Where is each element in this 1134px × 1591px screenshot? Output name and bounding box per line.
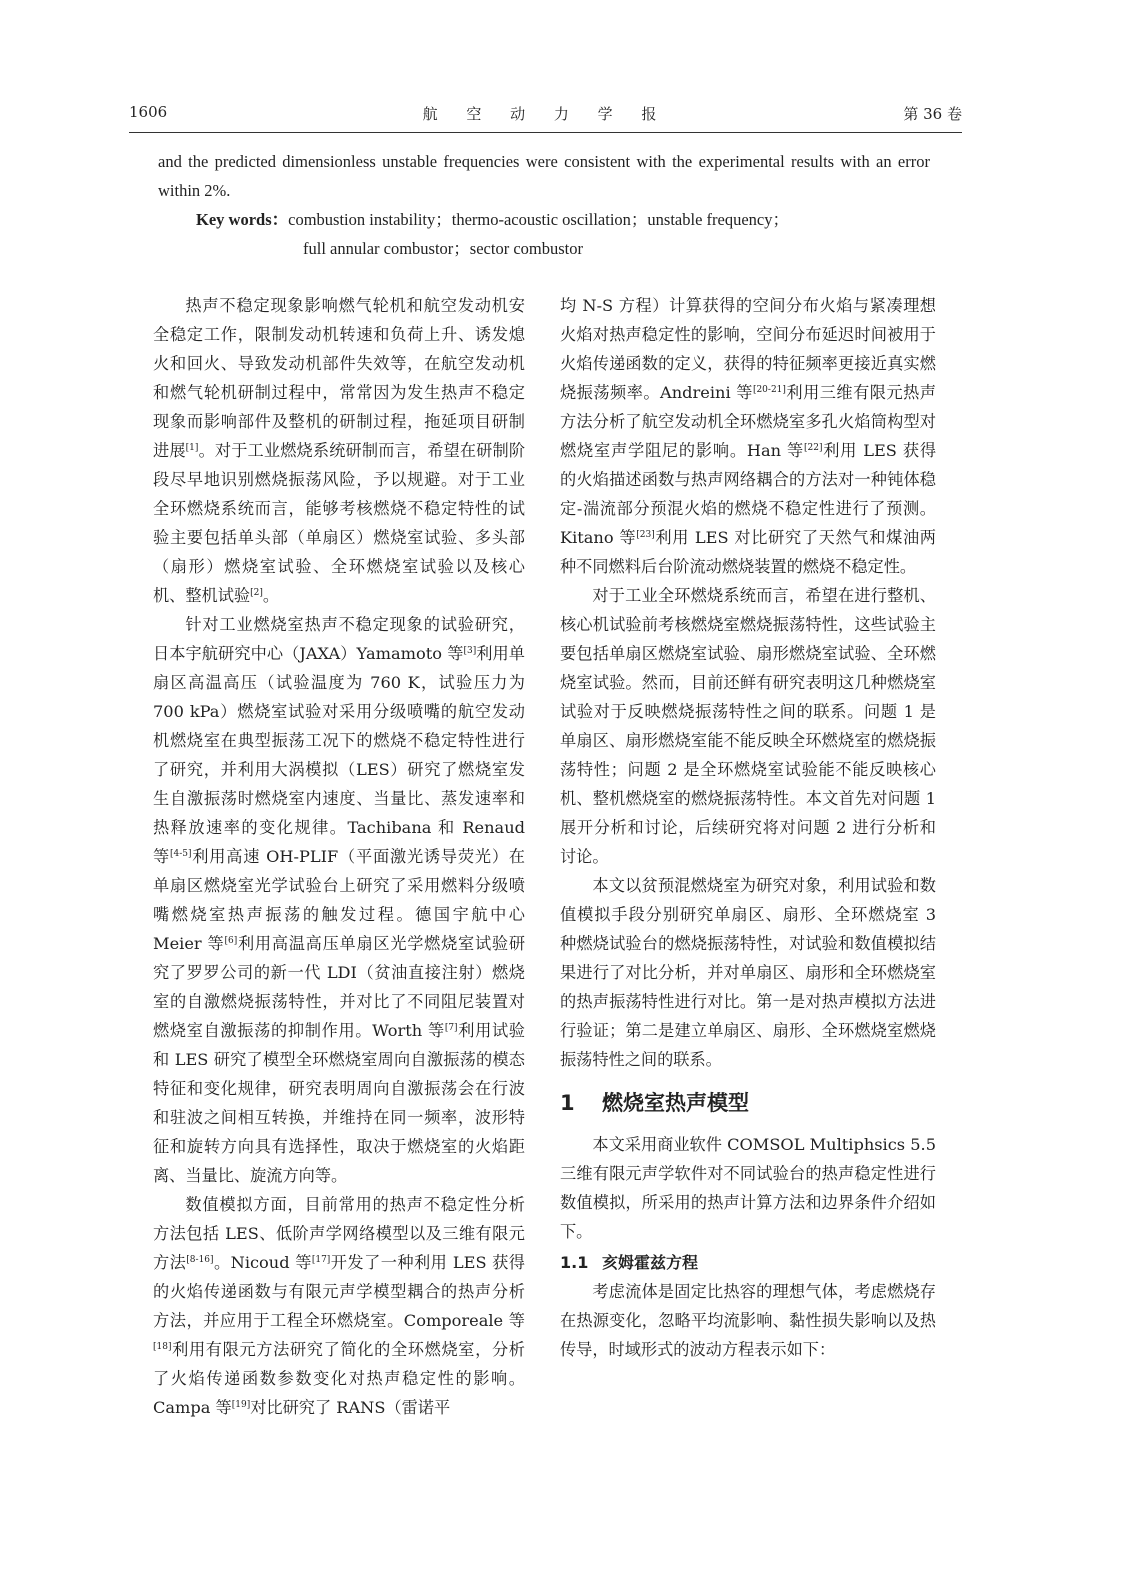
page-number: 1606 bbox=[129, 103, 168, 121]
subsection-title: 亥姆霍兹方程 bbox=[602, 1253, 699, 1272]
citation: [8-16] bbox=[186, 1255, 214, 1265]
citation: [7] bbox=[444, 1023, 458, 1033]
paragraph: 数值模拟方面，目前常用的热声不稳定性分析方法包括 LES、低阶声学网络模型以及三维有限元方法[8-16]。Nicoud 等[17]开发了一种利用 LES 获得的火焰传递函数与有限元声学模型耦合的热声分析方法，并应用于工程全环燃烧室。Comporeale 等[18]利用有限元方法研究了简化的全环燃烧室，分析了火焰传递函数参数变化对热声稳定性的影响。Campa 等[19]对比研究了 RANS（雷诺平 bbox=[153, 1195, 525, 1417]
citation: [4-5] bbox=[169, 849, 192, 859]
citation: [20-21] bbox=[752, 385, 786, 395]
citation: [17] bbox=[311, 1255, 331, 1265]
citation: [1] bbox=[185, 443, 199, 453]
paragraph: 均 N-S 方程）计算获得的空间分布火焰与紧凑理想火焰对热声稳定性的影响，空间分布延迟时间被用于火焰传递函数的定义，获得的特征频率更接近真实燃烧振荡频率。Andreini 等[20-21]利用三维有限元热声方法分析了航空发动机全环燃烧室多孔火焰筒构型对燃烧室声学阻尼的影响。Han 等[22]利用 LES 获得的火焰描述函数与热声网络耦合的方法对一种钝体稳定-湍流部分预混火焰的燃烧不稳定性进行了预测。Kitano 等[23]利用 LES 对比研究了天然气和煤油两种不同燃料后台阶流动燃烧装置的燃烧不稳定性。 bbox=[560, 296, 937, 576]
abstract-tail: and the predicted dimensionless unstable frequencies were consistent with the experimental results with an error within 2%. bbox=[158, 152, 930, 200]
paragraph: 针对工业燃烧室热声不稳定现象的试验研究，日本宇航研究中心（JAXA）Yamamoto 等[3]利用单扇区高温高压（试验温度为 760 K，试验压力为 700 kPa）燃烧室试验对采用分级喷嘴的航空发动机燃烧室在典型振荡工况下的燃烧不稳定特性进行了研究，并利用大涡模拟（LES）研究了燃烧室发生自激振荡时燃烧室内速度、当量比、蒸发速率和热释放速率的变化规律。Tachibana 和 Renaud 等[4-5]利用高速 OH-PLIF（平面激光诱导荧光）在单扇区燃烧室光学试验台上研究了采用燃料分级喷嘴燃烧室热声振荡的触发过程。德国宇航中心 Meier 等[6]利用高温高压单扇区光学燃烧室试验研究了罗罗公司的新一代 LDI（贫油直接注射）燃烧室的自激燃烧振荡特性，并对比了不同阻尼装置对燃烧室自激振荡的抑制作用。Worth 等[7]利用试验和 LES 研究了模型全环燃烧室周向自激振荡的模态特征和变化规律，研究表明周向自激振荡会在行波和驻波之间相互转换，并维持在同一频率，波形特征和旋转方向具有选择性，取决于燃烧室的火焰距离、当量比、旋流方向等。 bbox=[153, 615, 526, 1185]
citation: [22] bbox=[804, 443, 823, 453]
journal-name: 航 空 动 力 学 报 bbox=[422, 105, 669, 123]
paragraph: 本文以贫预混燃烧室为研究对象，利用试验和数值模拟手段分别研究单扇区、扇形、全环燃烧室 3 种燃烧试验台的燃烧振荡特性，对试验和数值模拟结果进行了对比分析，并对单扇区、扇形和全环燃烧室的热声振荡特性进行对比。第一是对热声模拟方法进行验证；第二是建立单扇区、扇形、全环燃烧室燃烧振荡特性之间的联系。 bbox=[560, 876, 936, 1069]
keywords-line-2: full annular combustor；sector combustor bbox=[303, 239, 583, 258]
citation: [6] bbox=[224, 936, 238, 946]
volume-label: 第 36 卷 bbox=[903, 105, 962, 123]
citation: [18] bbox=[153, 1342, 172, 1352]
citation: [2] bbox=[250, 588, 263, 598]
section-number: 1 bbox=[560, 1091, 575, 1115]
running-header bbox=[129, 103, 962, 129]
section-heading bbox=[560, 1088, 936, 1118]
subsection-number: 1.1 bbox=[560, 1253, 589, 1272]
paragraph: 对于工业全环燃烧系统而言，希望在进行整机、核心机试验前考核燃烧室燃烧振荡特性，这些试验主要包括单扇区燃烧室试验、扇形燃烧室试验、全环燃烧室试验。然而，目前还鲜有研究表明这几种燃烧室试验对于反映燃烧振荡特性之间的联系。问题 1 是单扇区、扇形燃烧室能不能反映全环燃烧室的燃烧振荡特性；问题 2 是全环燃烧室试验能不能反映核心机、整机燃烧室的燃烧振荡特性。本文首先对问题 1 展开分析和讨论，后续研究将对问题 2 进行分析和讨论。 bbox=[560, 586, 936, 866]
paragraph: 本文采用商业软件 COMSOL Multiphsics 5.5 三维有限元声学软件对不同试验台的热声稳定性进行数值模拟，所采用的热声计算方法和边界条件介绍如下。 bbox=[560, 1135, 936, 1241]
right-column bbox=[560, 291, 936, 1364]
subsection-heading bbox=[560, 1248, 936, 1277]
citation: [3] bbox=[463, 646, 477, 656]
left-column bbox=[153, 291, 525, 1422]
keywords-line-1 bbox=[196, 205, 896, 234]
citation: [23] bbox=[636, 530, 655, 540]
keywords bbox=[196, 205, 896, 263]
header-rule bbox=[129, 132, 962, 133]
section-title: 燃烧室热声模型 bbox=[602, 1091, 749, 1115]
paragraph: 热声不稳定现象影响燃气轮机和航空发动机安全稳定工作，限制发动机转速和负荷上升、诱发熄火和回火、导致发动机部件失效等，在航空发动机和燃气轮机研制过程中，常常因为发生热声不稳定现象而影响部件及整机的研制过程，拖延项目研制进展[1]。对于工业燃烧系统研制而言，希望在研制阶段尽早地识别燃烧振荡风险，予以规避。对于工业全环燃烧系统而言，能够考核燃烧不稳定特性的试验主要包括单头部（单扇区）燃烧室试验、多头部（扇形）燃烧室试验、全环燃烧室试验以及核心机、整机试验[2]。 bbox=[153, 296, 526, 605]
keywords-label: Key words： bbox=[196, 210, 289, 229]
paragraph: 考虑流体是固定比热容的理想气体，考虑燃烧存在热源变化，忽略平均流影响、黏性损失影响以及热传导，时域形式的波动方程表示如下： bbox=[560, 1282, 936, 1359]
citation: [19] bbox=[231, 1400, 251, 1410]
keywords-list-1: combustion instability；thermo-acoustic oscillation；unstable frequency； bbox=[288, 210, 789, 229]
